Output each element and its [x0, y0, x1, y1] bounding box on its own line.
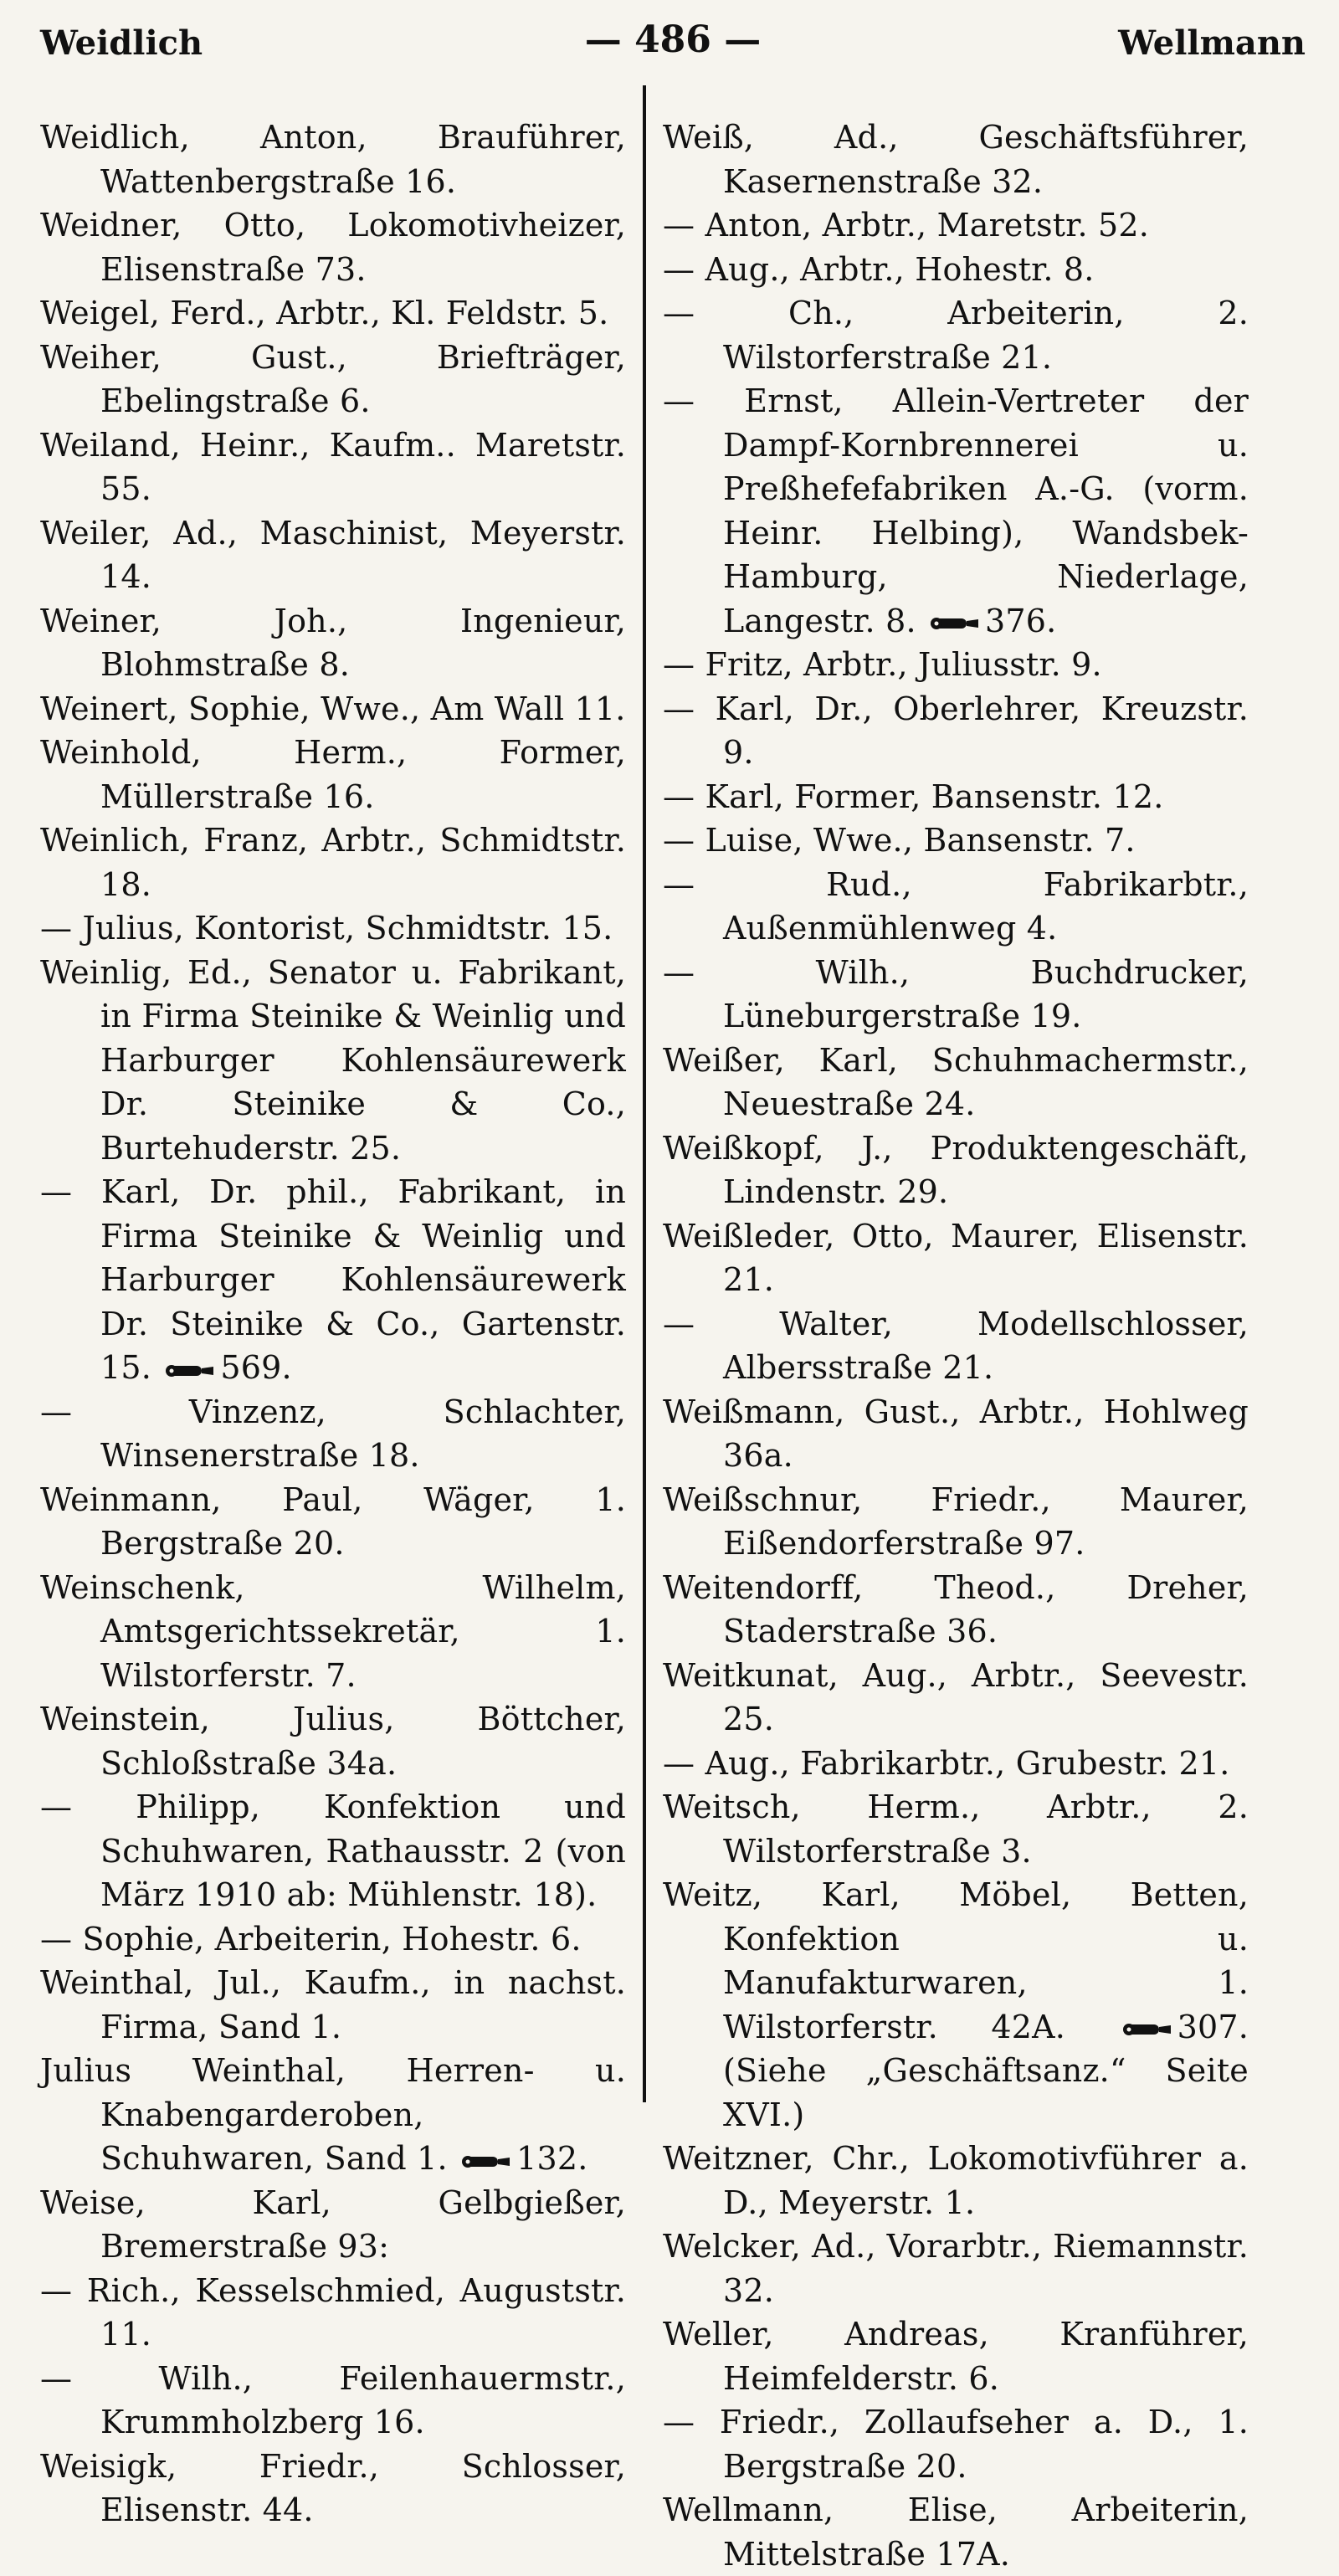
directory-entry	[663, 1785, 1249, 1873]
entry-text: Weißer, Karl, Schuhmachermstr., Neuestraße 24.	[663, 1041, 1249, 1122]
directory-entry	[663, 2488, 1249, 2576]
directory-entry	[40, 203, 626, 291]
entry-text: Weitzner, Chr., Lokomotivführer a. D., Meyerstr. 1.	[663, 2140, 1249, 2221]
page-header	[40, 15, 1306, 67]
entry-text: Weißschnur, Friedr., Maurer, Eißendorferstraße 97.	[663, 1480, 1249, 1562]
entry-text: — Karl, Former, Bansenstr. 12.	[663, 777, 1164, 815]
entry-text: Weiler, Ad., Maschinist, Meyerstr. 14.	[40, 514, 626, 595]
directory-entry	[40, 291, 626, 336]
entry-text: — Vinzenz, Schlachter, Winsenerstraße 18.	[40, 1393, 626, 1474]
entry-text: Weitkunat, Aug., Arbtr., Seevestr. 25.	[663, 1656, 1249, 1737]
entry-text: Weinthal, Jul., Kaufm., in nachst. Firma, Sand 1.	[40, 1964, 626, 2045]
directory-entry	[663, 115, 1249, 203]
directory-entry	[663, 2137, 1249, 2224]
directory-entry	[663, 1302, 1249, 1390]
directory-entry	[40, 2181, 626, 2269]
directory-entry	[40, 1697, 626, 1785]
entry-text: Julius Weinthal, Herren- u. Knabengarderoben, Schuhwaren, Sand 1.	[40, 2052, 626, 2177]
entry-columns	[40, 115, 1306, 2576]
entry-text: Weise, Karl, Gelbgießer, Bremerstraße 93:	[40, 2183, 626, 2265]
entry-text: Weinmann, Paul, Wäger, 1. Bergstraße 20.	[40, 1480, 626, 1562]
directory-entry	[663, 248, 1249, 292]
telephone-icon	[461, 2153, 511, 2171]
directory-entry	[663, 951, 1249, 1039]
entry-text: Welcker, Ad., Vorarbtr., Riemannstr. 32.	[663, 2228, 1249, 2309]
directory-entry	[40, 336, 626, 423]
directory-entry	[663, 1478, 1249, 1566]
directory-entry	[663, 2312, 1249, 2400]
directory-entry	[663, 818, 1249, 863]
telephone-icon	[165, 1362, 215, 1380]
directory-entry	[40, 115, 626, 203]
directory-entry	[40, 1170, 626, 1390]
entry-text: — Wilh., Buchdrucker, Lüneburgerstraße 19.	[663, 953, 1249, 1034]
directory-entry	[40, 951, 626, 1171]
entry-text: Weigel, Ferd., Arbtr., Kl. Feldstr. 5.	[40, 295, 609, 331]
directory-entry	[40, 1961, 626, 2049]
directory-entry	[663, 1873, 1249, 2137]
entry-text: Weisigk, Friedr., Schlosser, Elisenstr. 44.	[40, 2447, 626, 2528]
entry-text: — Karl, Dr., Oberlehrer, Kreuzstr. 9.	[663, 690, 1249, 771]
entry-text: Weinschenk, Wilhelm, Amtsgerichtssekretär, 1. Wilstorferstr. 7.	[40, 1568, 626, 1694]
directory-entry	[40, 599, 626, 687]
entry-text: — Ernst, Allein-Vertreter der Dampf-Kornbrennerei u. Preßhefefabriken A.-G. (vorm. Heinr. Helbing), Wandsbek-Hamburg, Niederlage, Langestr. 8.	[663, 382, 1249, 639]
directory-entry	[663, 687, 1249, 775]
entry-text: Weißmann, Gust., Arbtr., Hohlweg 36a.	[663, 1393, 1249, 1474]
directory-entry	[40, 1478, 626, 1566]
entry-text: Weidner, Otto, Lokomotivheizer, Elisenstraße 73.	[40, 207, 626, 288]
entry-text: — Karl, Dr. phil., Fabrikant, in Firma Steinike & Weinlig und Harburger Kohlensäurewerk Dr. Steinike & Co., Gartenstr. 15.	[40, 1173, 626, 1386]
telephone-icon	[1122, 2020, 1172, 2039]
directory-entry	[40, 687, 626, 731]
directory-entry	[40, 2357, 626, 2445]
entry-text: Weinstein, Julius, Böttcher, Schloßstraße 34a.	[40, 1701, 626, 1782]
entry-text: Weidlich, Anton, Brauführer, Wattenbergstraße 16.	[40, 119, 626, 200]
entry-text: 132.	[516, 2140, 588, 2177]
directory-entry	[663, 379, 1249, 643]
directory-entry	[663, 643, 1249, 687]
entry-text: — Ch., Arbeiterin, 2. Wilstorferstraße 21.	[663, 295, 1249, 376]
directory-entry	[40, 423, 626, 511]
entry-text: 569.	[220, 1349, 292, 1386]
entry-text: Weinlig, Ed., Senator u. Fabrikant, in Firma Steinike & Weinlig und Harburger Kohlensäurewerk Dr. Steinike & Co., Burtehuderstr. 25.	[40, 953, 626, 1167]
entry-text: 376.	[985, 602, 1057, 639]
directory-entry	[40, 511, 626, 599]
entry-text: Weitsch, Herm., Arbtr., 2. Wilstorferstraße 3.	[663, 1788, 1249, 1870]
entry-text: Weiland, Heinr., Kaufm.. Maretstr. 55.	[40, 426, 626, 507]
entry-text: Weinhold, Herm., Former, Müllerstraße 16.	[40, 734, 626, 815]
left-column	[40, 115, 643, 2576]
directory-entry	[40, 1566, 626, 1698]
entry-text: — Philipp, Konfektion und Schuhwaren, Rathausstr. 2 (von März 1910 ab: Mühlenstr. 18).	[40, 1788, 626, 1913]
directory-entry	[663, 2400, 1249, 2488]
entry-text: — Walter, Modellschlosser, Albersstraße 21.	[663, 1305, 1249, 1386]
entry-text: Weinlich, Franz, Arbtr., Schmidtstr. 18.	[40, 822, 626, 903]
entry-text: — Sophie, Arbeiterin, Hohestr. 6.	[40, 1920, 582, 1958]
directory-entry	[663, 1742, 1249, 1786]
directory-entry	[663, 863, 1249, 951]
entry-text: — Aug., Fabrikarbtr., Grubestr. 21.	[663, 1744, 1230, 1782]
entry-text: Weller, Andreas, Kranführer, Heimfelderstr. 6.	[663, 2316, 1249, 2397]
directory-entry	[663, 291, 1249, 379]
directory-entry	[663, 1126, 1249, 1214]
directory-entry	[40, 2269, 626, 2357]
entry-text: — Fritz, Arbtr., Juliusstr. 9.	[663, 646, 1102, 683]
entry-text: Weinert, Sophie, Wwe., Am Wall 11.	[40, 690, 626, 727]
entry-text: — Rich., Kesselschmied, Auguststr. 11.	[40, 2271, 626, 2353]
right-column	[646, 115, 1249, 2576]
directory-entry	[663, 1390, 1249, 1478]
entry-text: Weiß, Ad., Geschäftsführer, Kasernenstraße 32.	[663, 119, 1249, 200]
directory-entry	[40, 1390, 626, 1478]
entry-text: — Julius, Kontorist, Schmidtstr. 15.	[40, 910, 613, 947]
entry-text: Weißleder, Otto, Maurer, Elisenstr. 21.	[663, 1217, 1249, 1298]
header-left-keyword: Weidlich	[40, 23, 203, 63]
directory-entry	[40, 906, 626, 951]
directory-entry	[663, 1654, 1249, 1742]
directory-entry	[663, 1566, 1249, 1654]
header-right-keyword: Wellmann	[1118, 23, 1306, 63]
directory-entry	[40, 2445, 626, 2532]
directory-entry	[40, 731, 626, 818]
entry-text: — Wilh., Feilenhauermstr., Krummholzberg 16.	[40, 2359, 626, 2440]
entry-text: — Rud., Fabrikarbtr., Außenmühlenweg 4.	[663, 865, 1249, 947]
entry-text: — Friedr., Zollaufseher a. D., 1. Bergstraße 20.	[663, 2404, 1249, 2485]
page-number: — 486 —	[584, 18, 762, 61]
directory-entry	[40, 1785, 626, 1917]
directory-entry	[663, 1214, 1249, 1302]
entry-text: Wellmann, Elise, Arbeiterin, Mittelstraße 17A.	[663, 2491, 1249, 2573]
entry-text: Weißkopf, J., Produktengeschäft, Lindenstr. 29.	[663, 1129, 1249, 1210]
directory-entry	[663, 775, 1249, 819]
directory-entry	[40, 1917, 626, 1962]
directory-entry	[40, 818, 626, 906]
entry-text: — Luise, Wwe., Bansenstr. 7.	[663, 822, 1136, 859]
directory-entry	[663, 1039, 1249, 1126]
entry-text: — Aug., Arbtr., Hohestr. 8.	[663, 250, 1095, 288]
entry-text: Weitz, Karl, Möbel, Betten, Konfektion u. Manufakturwaren, 1. Wilstorferstr. 42A.	[663, 1876, 1249, 2045]
telephone-icon	[930, 614, 980, 633]
directory-entry	[663, 2224, 1249, 2312]
directory-entry	[40, 2049, 626, 2181]
entry-text: 307. (Siehe „Geschäftsanz.“ Seite XVI.)	[723, 2008, 1249, 2133]
directory-entry	[663, 203, 1249, 248]
entry-text: Weitendorff, Theod., Dreher, Staderstraße 36.	[663, 1568, 1249, 1650]
entry-text: Weiher, Gust., Briefträger, Ebelingstraße 6.	[40, 338, 626, 419]
entry-text: Weiner, Joh., Ingenieur, Blohmstraße 8.	[40, 602, 626, 683]
entry-text: — Anton, Arbtr., Maretstr. 52.	[663, 207, 1150, 244]
